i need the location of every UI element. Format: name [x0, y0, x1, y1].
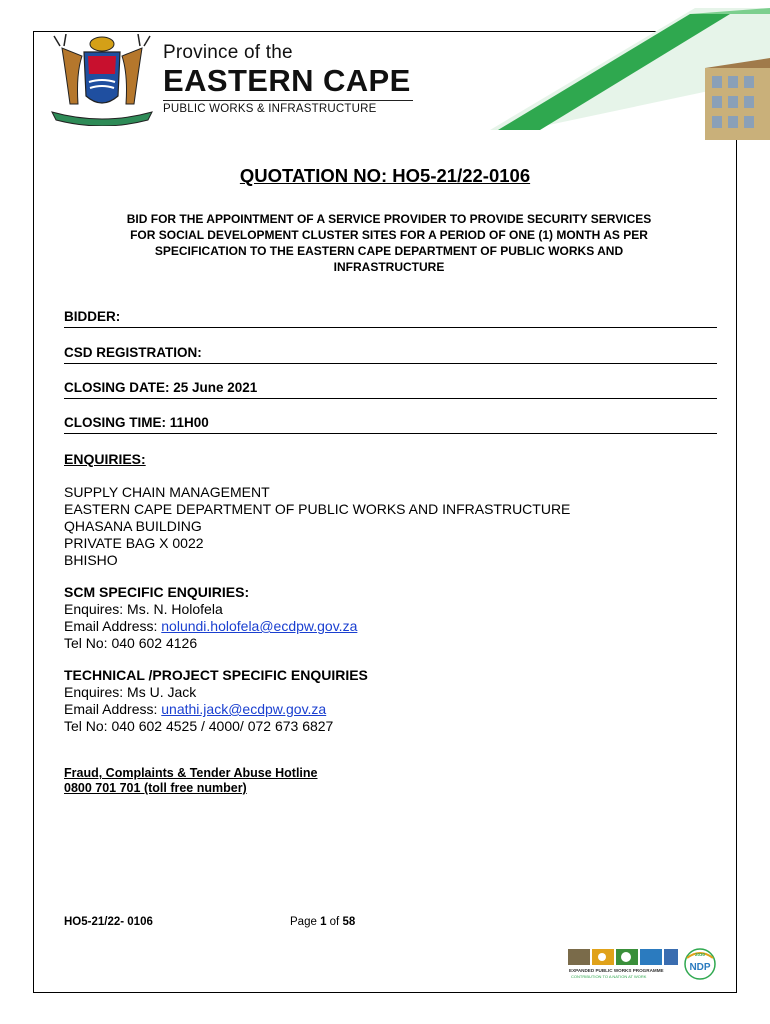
scm-email-label: Email Address:: [64, 618, 162, 634]
address-line: SUPPLY CHAIN MANAGEMENT: [64, 484, 270, 500]
logo-province-text: Province of the: [163, 42, 293, 63]
bid-description-line: SPECIFICATION TO THE EASTERN CAPE DEPARTMENT OF PUBLIC WORKS AND: [154, 244, 624, 258]
address-line: PRIVATE BAG X 0022: [64, 535, 204, 551]
footer-reference: HO5-21/22- 0106: [64, 916, 153, 928]
bid-description: [64, 211, 714, 275]
technical-email-link[interactable]: unathi.jack@ecdpw.gov.za: [161, 701, 327, 717]
epwp-ndp-logo: [568, 947, 718, 981]
scm-enquiries-heading: SCM SPECIFIC ENQUIRIES:: [64, 584, 250, 600]
scm-tel: Tel No: 040 602 4126: [64, 635, 198, 651]
quotation-title: QUOTATION NO: HO5-21/22-0106: [239, 165, 531, 186]
logo-divider: [163, 100, 413, 101]
fraud-hotline-title: Fraud, Complaints & Tender Abuse Hotline: [64, 766, 318, 780]
csd-registration-field: CSD REGISTRATION:: [64, 345, 717, 364]
page-current: 1: [320, 916, 327, 928]
bid-description-line: INFRASTRUCTURE: [333, 260, 445, 274]
page-of: of: [326, 916, 343, 928]
scm-email-link[interactable]: nolundi.holofela@ecdpw.gov.za: [161, 618, 358, 634]
epwp-tagline: CONTRIBUTION TO A NATION AT WORK: [571, 974, 647, 979]
address-line: BHISHO: [64, 552, 118, 568]
technical-email-row: [64, 701, 368, 718]
logo-eastern-cape-text: EASTERN CAPE: [163, 63, 411, 98]
technical-enquiries-heading: TECHNICAL /PROJECT SPECIFIC ENQUIRIES: [64, 667, 368, 683]
fraud-hotline: [64, 766, 318, 796]
ndp-year: 2030: [694, 952, 706, 957]
ndp-text: NDP: [689, 962, 711, 973]
closing-time-field: CLOSING TIME: 11H00: [64, 415, 717, 434]
address-line: EASTERN CAPE DEPARTMENT OF PUBLIC WORKS AND INFRASTRUCTURE: [64, 501, 571, 517]
bidder-field: BIDDER:: [64, 309, 717, 328]
technical-email-label: Email Address:: [64, 701, 162, 717]
closing-date-field: CLOSING DATE: 25 June 2021: [64, 380, 717, 399]
page-total: 58: [342, 916, 356, 928]
logo-department-text: PUBLIC WORKS & INFRASTRUCTURE: [163, 103, 377, 115]
scm-email-row: [64, 618, 357, 635]
enquiries-heading: ENQUIRIES:: [64, 451, 146, 467]
technical-enquiries-block: [64, 667, 368, 735]
epwp-name: EXPANDED PUBLIC WORKS PROGRAMME: [569, 968, 664, 973]
enquiries-address: [64, 484, 570, 569]
footer-page-number: [290, 916, 355, 928]
header-corner-graphic: [490, 8, 770, 140]
bid-description-line: FOR SOCIAL DEVELOPMENT CLUSTER SITES FOR A PERIOD OF ONE (1) MONTH AS PER: [130, 228, 648, 242]
bid-description-line: BID FOR THE APPOINTMENT OF A SERVICE PROVIDER TO PROVIDE SECURITY SERVICES: [126, 212, 652, 226]
fraud-hotline-number: 0800 701 701 (toll free number): [64, 781, 247, 795]
scm-contact-name: Enquires: Ms. N. Holofela: [64, 601, 223, 617]
coat-of-arms-icon: [44, 34, 160, 126]
scm-enquiries-block: [64, 584, 357, 652]
technical-contact-name: Enquires: Ms U. Jack: [64, 684, 197, 700]
department-logo: [163, 42, 413, 115]
technical-tel: Tel No: 040 602 4525 / 4000/ 072 673 6827: [64, 718, 334, 734]
address-line: QHASANA BUILDING: [64, 518, 202, 534]
page-prefix: Page: [290, 916, 321, 928]
